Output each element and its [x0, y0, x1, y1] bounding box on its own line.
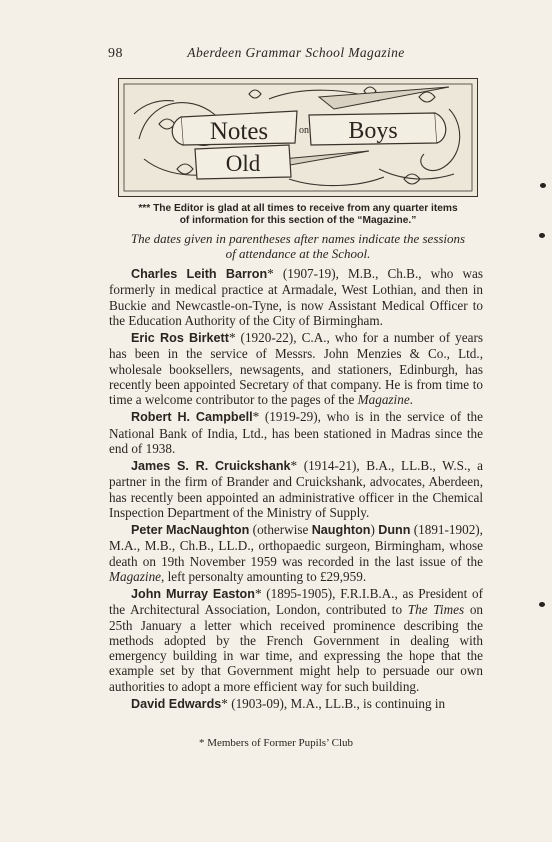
entry-surname: Dunn: [378, 523, 411, 537]
entry-tail: , left personalty amounting to £29,959.: [161, 568, 367, 584]
banner-word-boys: Boys: [348, 118, 398, 144]
banner-illustration: [119, 79, 477, 196]
entry-name: David Edwards: [131, 696, 222, 711]
dates-note-line: The dates given in parentheses after names indicate the sessions: [130, 231, 466, 246]
old-boys-entries: [109, 266, 483, 714]
running-title: Aberdeen Grammar School Magazine: [187, 45, 405, 60]
entry-italic: Magazine: [357, 392, 410, 407]
notes-on-old-boys-banner: [118, 78, 478, 197]
entry-dunn: [109, 522, 483, 584]
entry-barron: [109, 266, 483, 328]
entry-italic: Magazine: [109, 568, 162, 584]
entry-name: James S. R. Cruickshank: [131, 459, 291, 473]
entry-text: * (1914-21), B.A., LL.B., W.S., a partner in the firm of Brander and Cruickshank, advocates, Aberdeen, has recently been appointed an administrative officer in the Chemical Inspection Department of the Ministry of Supply.: [109, 458, 483, 520]
banner-word-old: Old: [225, 151, 261, 176]
entry-campbell: [109, 409, 483, 456]
dates-note: [108, 231, 488, 261]
footnote: * Members of Former Pupils’ Club: [198, 737, 354, 749]
entry-tail: .: [409, 392, 413, 407]
banner-word-notes: Notes: [209, 118, 269, 145]
banner-word-on: on: [299, 125, 309, 136]
entry-text: * (1920-22), C.A., who for a number of years has been in the service of Messrs. John Menzies & Co., Ltd., wholesale booksellers, newsagents, and stationers, Edinburgh, has recently been appointed Secretary of that company. He is from time to time a welcome contributor to the pages of the: [109, 330, 483, 407]
margin-punch-mark: [539, 233, 545, 238]
entry-name-alt: Naughton: [311, 523, 371, 537]
entry-name: Peter MacNaughton: [131, 523, 250, 537]
entry-edwards: [109, 696, 483, 712]
entry-text: * (1903-09), M.A., LL.B., is continuing in: [221, 695, 446, 711]
entry-italic: The Times: [407, 602, 465, 618]
entry-name: Eric Ros Birkett: [131, 331, 229, 345]
editor-note: [108, 203, 488, 227]
page-number: 98: [108, 46, 123, 61]
entry-cruickshank: [109, 458, 483, 520]
entry-text: * (1907-19), M.B., Ch.B., who was formerly in medical practice at Armadale, West Lothian, and then in Buckie and Newcastle-on-Tyne, is now Assistant Medical Officer to the Education Authority of the City of Birmingham.: [109, 266, 483, 328]
entry-easton: [109, 586, 483, 694]
entry-name: Charles Leith Barron: [131, 267, 268, 281]
margin-punch-mark: [540, 183, 546, 188]
entry-tail: on 25th January a letter which received prominence describing the methods adopted by the French Government in dealing with emergency building in war time, and expressing the hope that the example set by that Government might help to persuade our own authorities to adopt a more efficient way for such building.: [109, 602, 484, 694]
entry-name: John Murray Easton: [131, 587, 255, 601]
editor-note-line: *** The Editor is glad at all times to receive from any quarter items: [138, 203, 458, 214]
entry-text: * (1919-29), who is in the service of the National Bank of India, Ltd., has been stationed in Madras since the end of 1938.: [109, 409, 483, 456]
entry-mid: ): [370, 522, 379, 537]
entry-name: Robert H. Campbell: [131, 410, 253, 425]
dates-note-line: of attendance at the School.: [225, 246, 371, 261]
editor-note-line: of information for this section of the “Magazine.”: [179, 215, 417, 226]
entry-text: (1891-1902), M.A., M.B., Ch.B., LL.D., orthopaedic surgeon, Birmingham, whose death on 19th November 1959 was recorded in the last issue of the: [109, 522, 483, 569]
margin-punch-mark: [539, 602, 545, 607]
entry-text: * (1895-1905), F.R.I.B.A., as President of the Architectural Association, London, contributed to: [109, 586, 484, 618]
entry-mid: (otherwise: [249, 522, 312, 537]
entry-birkett: [109, 330, 483, 407]
